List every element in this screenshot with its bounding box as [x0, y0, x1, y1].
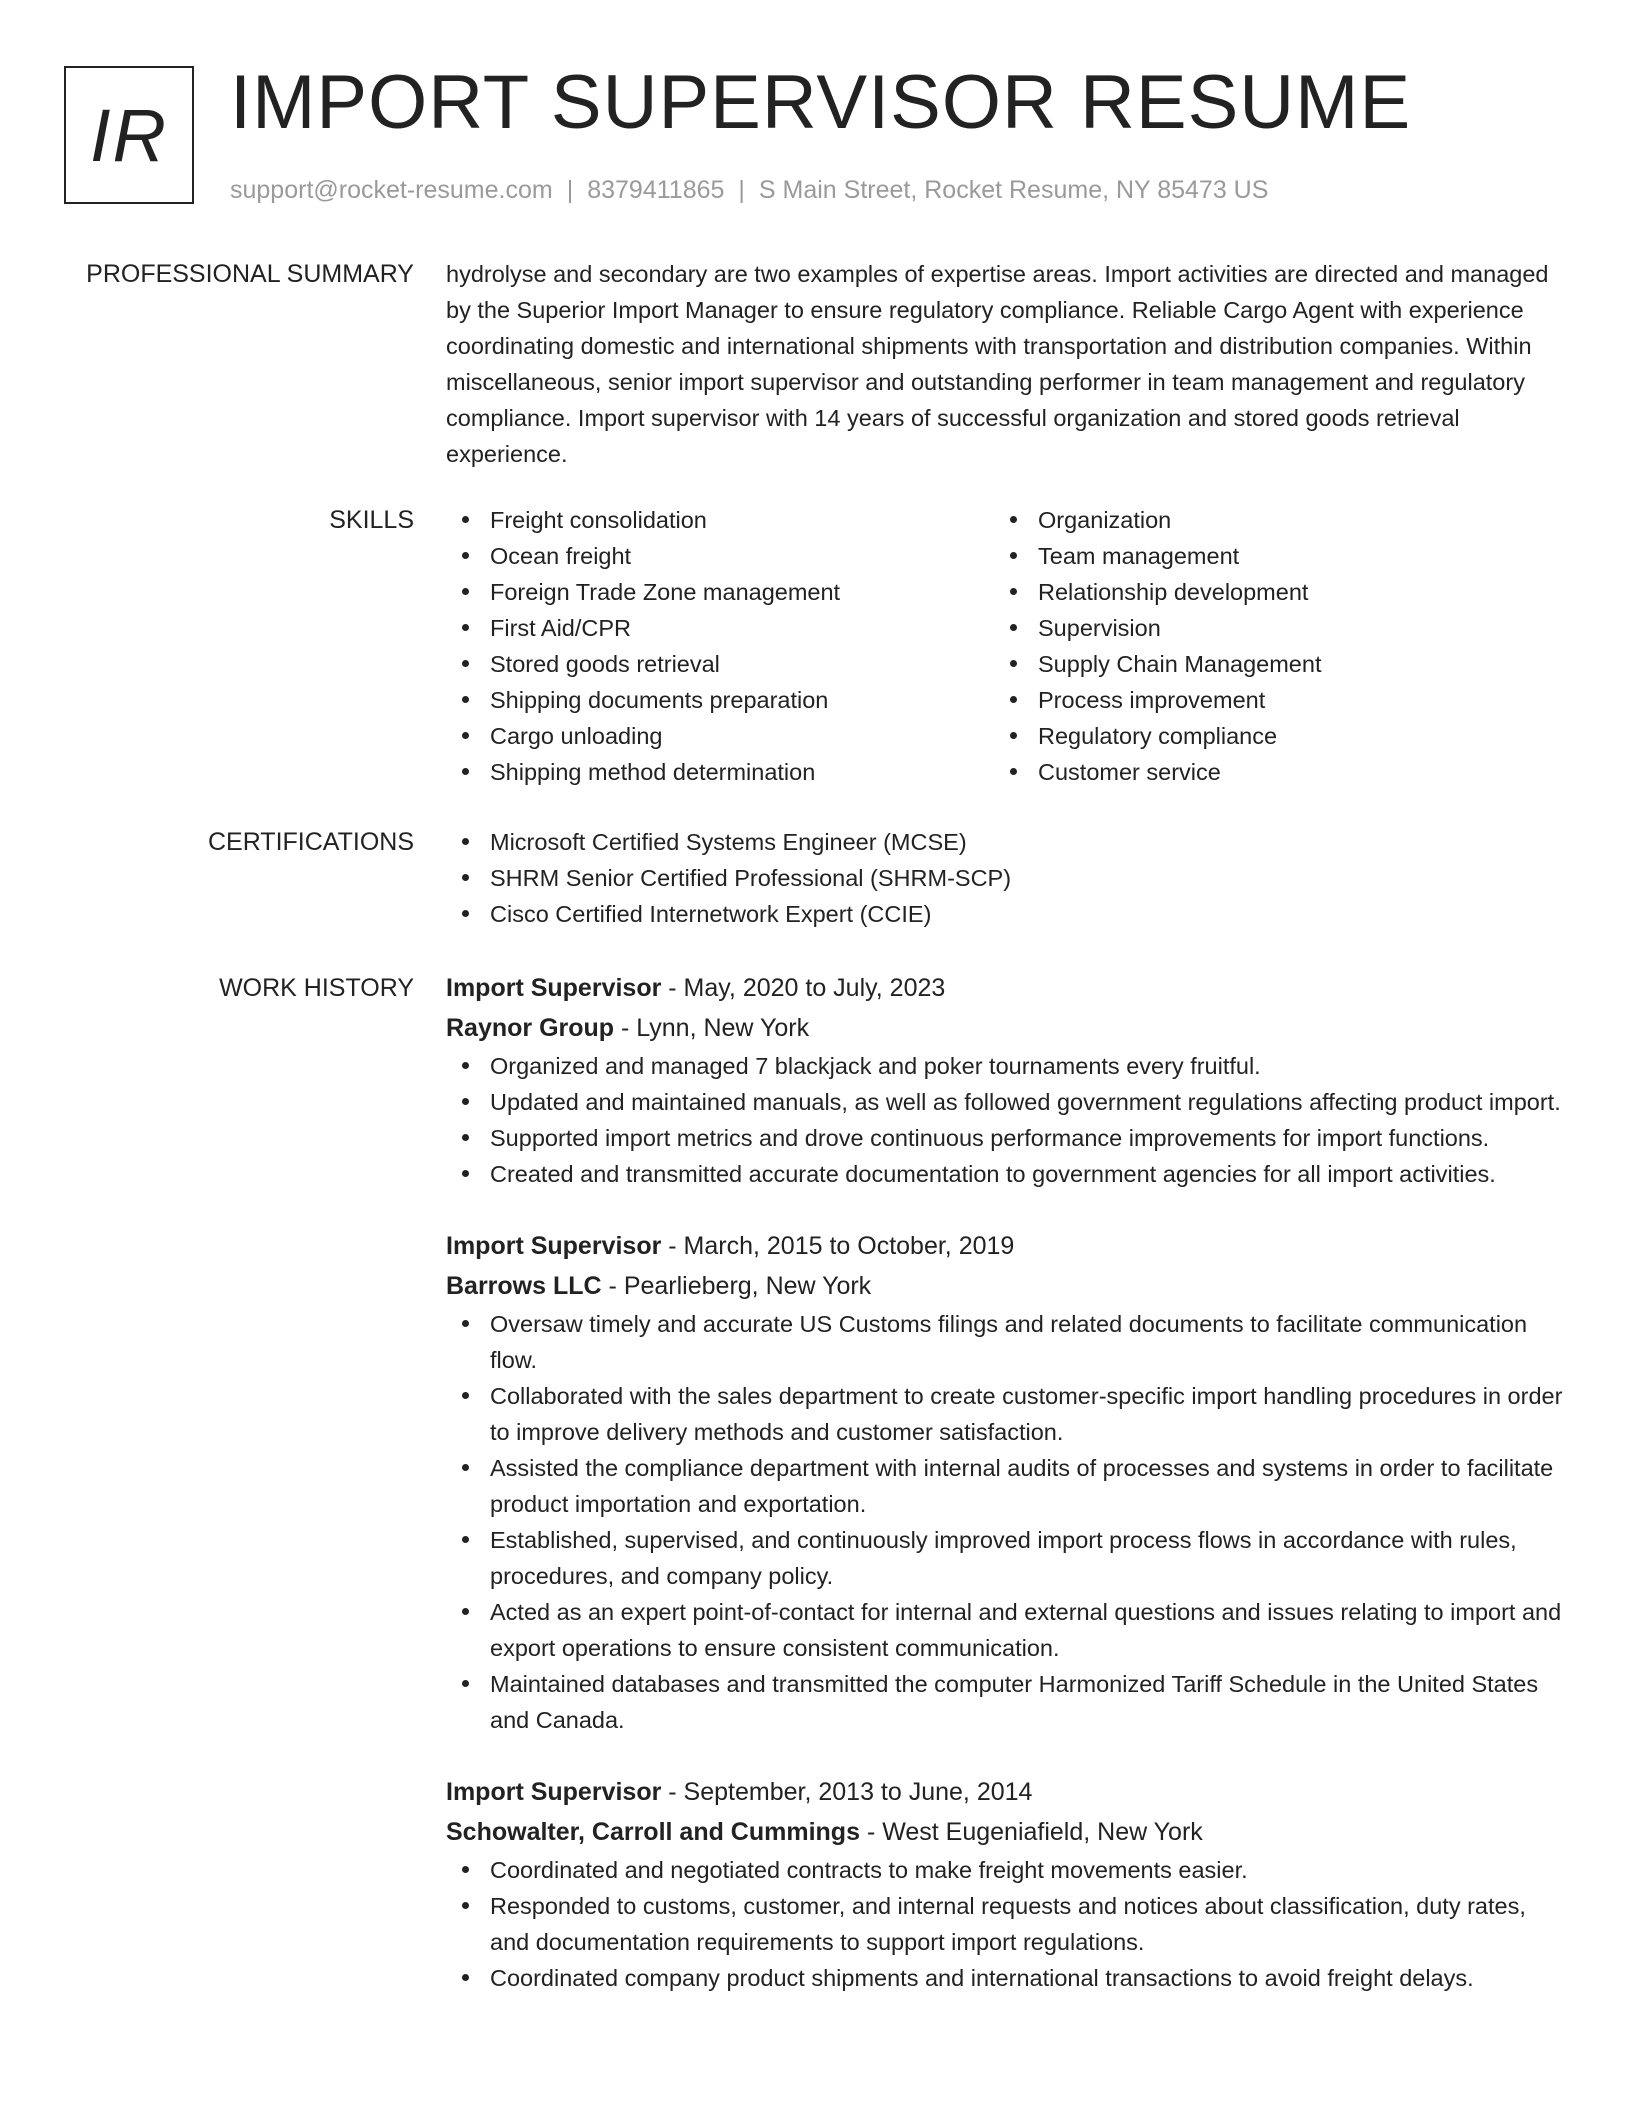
- skill-item: Relationship development: [994, 574, 1542, 610]
- job-company: Schowalter, Carroll and Cummings: [446, 1818, 860, 1846]
- skill-item: Shipping documents preparation: [446, 682, 994, 718]
- skills-list-left: [446, 502, 994, 790]
- skill-item: Customer service: [994, 754, 1542, 790]
- job-entry: [446, 1226, 1566, 1738]
- job-dates: - March, 2015 to October, 2019: [668, 1232, 1015, 1260]
- job-bullet: Coordinated and negotiated contracts to make freight movements easier.: [446, 1852, 1566, 1888]
- job-bullet: Coordinated company product shipments and international transactions to avoid freight delays.: [446, 1960, 1566, 1996]
- contact-phone: 8379411865: [587, 176, 725, 204]
- job-title-line: [446, 968, 1566, 1008]
- job-bullet: Maintained databases and transmitted the computer Harmonized Tariff Schedule in the United States and Canada.: [446, 1666, 1566, 1738]
- job-dates: - September, 2013 to June, 2014: [668, 1778, 1033, 1806]
- certifications-list: [446, 824, 1566, 932]
- job-bullet: Collaborated with the sales department to create customer-specific import handling procedures in order to improve delivery methods and customer satisfaction.: [446, 1378, 1566, 1450]
- job-bullet: Created and transmitted accurate documentation to government agencies for all import activities.: [446, 1156, 1566, 1192]
- job-company-line: [446, 1266, 1566, 1306]
- certification-item: SHRM Senior Certified Professional (SHRM-SCP): [446, 860, 1566, 896]
- certification-item: Microsoft Certified Systems Engineer (MCSE): [446, 824, 1566, 860]
- job-title-line: [446, 1226, 1566, 1266]
- skill-item: Organization: [994, 502, 1542, 538]
- job-location: - West Eugeniafield, New York: [866, 1818, 1203, 1846]
- job-bullet: Assisted the compliance department with internal audits of processes and systems in order to facilitate product importation and exportation.: [446, 1450, 1566, 1522]
- skills-list-right: [994, 502, 1542, 790]
- job-title: Import Supervisor: [446, 974, 662, 1002]
- section-label-work-history: WORK HISTORY: [219, 974, 414, 1002]
- job-bullet: Updated and maintained manuals, as well as followed government regulations affecting product import.: [446, 1084, 1566, 1120]
- section-label-summary: PROFESSIONAL SUMMARY: [86, 260, 414, 288]
- job-title: Import Supervisor: [446, 1778, 662, 1806]
- job-company-line: [446, 1812, 1566, 1852]
- job-company: Raynor Group: [446, 1014, 615, 1042]
- certification-item: Cisco Certified Internetwork Expert (CCIE): [446, 896, 1566, 932]
- skill-item: Shipping method determination: [446, 754, 994, 790]
- skill-item: Regulatory compliance: [994, 718, 1542, 754]
- job-entry: [446, 1772, 1566, 1996]
- job-bullet-list: [446, 1306, 1566, 1738]
- job-title: Import Supervisor: [446, 1232, 662, 1260]
- job-bullet: Responded to customs, customer, and internal requests and notices about classification, duty rates, and documentation requirements to support import regulations.: [446, 1888, 1566, 1960]
- section-label-skills: SKILLS: [329, 506, 414, 534]
- job-entry: [446, 968, 1566, 1192]
- skill-item: Cargo unloading: [446, 718, 994, 754]
- job-company: Barrows LLC: [446, 1272, 602, 1300]
- job-bullet: Established, supervised, and continuously improved import process flows in accordance with rules, procedures, and company policy.: [446, 1522, 1566, 1594]
- job-title-line: [446, 1772, 1566, 1812]
- contact-email: support@rocket-resume.com: [230, 176, 553, 204]
- job-bullet: Organized and managed 7 blackjack and poker tournaments every fruitful.: [446, 1048, 1566, 1084]
- skill-item: Foreign Trade Zone management: [446, 574, 994, 610]
- job-company-line: [446, 1008, 1566, 1048]
- summary-text: hydrolyse and secondary are two examples of expertise areas. Import activities are directed and managed by the Superior Import Manager to ensure regulatory compliance. Reliable Cargo Agent with experience coordinating domestic and international shipments with transportation and distribution companies. Within miscellaneous, senior import supervisor and outstanding performer in team management and regulatory compliance. Import supervisor with 14 years of successful organization and stored goods retrieval experience.: [446, 261, 1549, 467]
- page-title: IMPORT SUPERVISOR RESUME: [230, 60, 1412, 145]
- contact-separator: |: [738, 176, 745, 204]
- contact-separator: |: [566, 176, 574, 204]
- monogram-logo: IR: [64, 66, 194, 204]
- job-dates: - May, 2020 to July, 2023: [668, 974, 946, 1002]
- skill-item: Supply Chain Management: [994, 646, 1542, 682]
- job-bullet: Oversaw timely and accurate US Customs filings and related documents to facilitate communication flow.: [446, 1306, 1566, 1378]
- skills-body: [446, 502, 1566, 790]
- contact-line: [230, 174, 1268, 206]
- skill-item: Process improvement: [994, 682, 1542, 718]
- skill-item: First Aid/CPR: [446, 610, 994, 646]
- skill-item: Team management: [994, 538, 1542, 574]
- job-bullet-list: [446, 1852, 1566, 1996]
- section-label-certifications: CERTIFICATIONS: [207, 828, 414, 856]
- job-bullet: Acted as an expert point-of-contact for internal and external questions and issues relating to import and export operations to ensure consistent communication.: [446, 1594, 1566, 1666]
- contact-address: S Main Street, Rocket Resume, NY 85473 US: [758, 176, 1269, 204]
- certifications-body: [446, 824, 1566, 932]
- job-location: - Lynn, New York: [621, 1014, 810, 1042]
- job-bullet: Supported import metrics and drove continuous performance improvements for import functions.: [446, 1120, 1566, 1156]
- job-bullet-list: [446, 1048, 1566, 1192]
- work-history-body: [446, 968, 1566, 1996]
- skill-item: Ocean freight: [446, 538, 994, 574]
- skill-item: Freight consolidation: [446, 502, 994, 538]
- job-location: - Pearlieberg, New York: [608, 1272, 872, 1300]
- skill-item: Stored goods retrieval: [446, 646, 994, 682]
- skill-item: Supervision: [994, 610, 1542, 646]
- summary-body: [446, 256, 1566, 472]
